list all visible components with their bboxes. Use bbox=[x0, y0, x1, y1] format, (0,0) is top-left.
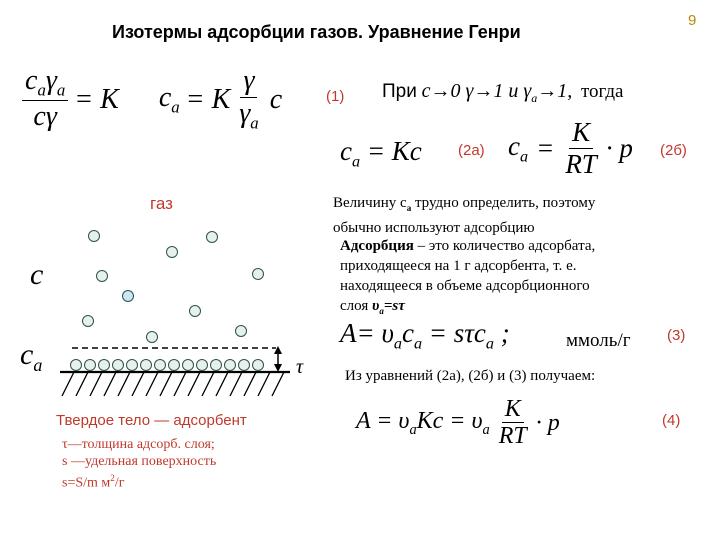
adsorbed-molecule bbox=[154, 359, 166, 371]
diagram-legend bbox=[62, 436, 216, 492]
eq2a-label: (2а) bbox=[458, 142, 485, 159]
eq3-label: (3) bbox=[667, 327, 686, 344]
gas-molecule bbox=[82, 315, 94, 327]
adsorbent-surface-diagram bbox=[60, 340, 310, 420]
legend-s-definition: s=S/m $м^2/г$ bbox=[62, 473, 125, 491]
adsorbed-molecule bbox=[252, 359, 264, 371]
adsorbed-molecule bbox=[140, 359, 152, 371]
condition-line: При c→0 γ→1 и $\gamma_a\to 1$, тогда bbox=[382, 80, 624, 105]
legend-s: s —удельная поверхность bbox=[62, 454, 217, 469]
gas-molecule bbox=[88, 230, 100, 242]
gas-molecule bbox=[166, 246, 178, 258]
eq3-units: ммоль/г bbox=[566, 330, 631, 351]
page-title: Изотермы адсорбции газов. Уравнение Генри bbox=[112, 22, 521, 42]
solid-label: Твердое тело — адсорбент bbox=[56, 412, 247, 429]
gas-molecule bbox=[122, 290, 134, 302]
tau-label: τ bbox=[296, 356, 304, 378]
equation-2b: $c_a$ = $\frac{K}{RT}$ · p bbox=[508, 117, 633, 179]
gas-molecule bbox=[189, 305, 201, 317]
definition-term: Адсорбция bbox=[340, 238, 414, 254]
eq2b-label: (2б) bbox=[660, 142, 687, 159]
eq1-lhs-fraction: $\frac{c_a\gamma_a}{c\gamma}$ bbox=[22, 66, 68, 133]
gas-label: газ bbox=[150, 194, 173, 213]
adsorbed-molecule bbox=[196, 359, 208, 371]
equation-3: $A= \upsilon_ac_a = s\tau c_a$ ; bbox=[340, 318, 510, 353]
adsorbed-molecule bbox=[126, 359, 138, 371]
eq1-rhs-ca: $c_a$ bbox=[158, 81, 180, 117]
gas-molecule bbox=[252, 268, 264, 280]
adsorbed-molecule bbox=[98, 359, 110, 371]
eq1-rhs-fraction: $\frac{\gamma}{\gamma_a}$ bbox=[239, 65, 259, 133]
ca-label: $c_a$ bbox=[20, 338, 43, 375]
eq1-label: (1) bbox=[326, 88, 345, 105]
eq1-rhs-c: c bbox=[269, 83, 283, 115]
legend-tau: τ—толщина адсорб. слоя; bbox=[62, 437, 215, 452]
from-equations: Из уравнений (2а), (2б) и (3) получаем: bbox=[345, 368, 596, 384]
adsorbed-molecule bbox=[210, 359, 222, 371]
adsorption-definition: Адсорбция – это количество адсорбата, приходящееся на 1 г адсорбента, т. е. находящееся в объеме адсорбционного слоя $\upsilon_a=s\tau$ bbox=[340, 238, 596, 316]
equation-4: $A = \upsilon_aKc = \upsilon_a$ $\frac{K}{RT}$ · p bbox=[356, 396, 560, 450]
adsorbed-molecule bbox=[168, 359, 180, 371]
equation-2a: $c_a = Kc$ bbox=[340, 136, 422, 171]
surface-hatching bbox=[62, 372, 284, 396]
equation-1 bbox=[22, 66, 282, 133]
eq1-rhs-eqk: = K bbox=[185, 83, 231, 115]
note-difficult: Величину $с_а$ трудно определить, поэтому обычно используют адсорбцию bbox=[333, 195, 596, 236]
adsorbed-molecule bbox=[182, 359, 194, 371]
eq4-label: (4) bbox=[662, 412, 681, 429]
adsorbed-molecule bbox=[70, 359, 82, 371]
eq1-equals-k: = K bbox=[74, 83, 119, 115]
gas-molecule bbox=[96, 270, 108, 282]
gas-molecule bbox=[206, 231, 218, 243]
page-number: 9 bbox=[688, 12, 697, 29]
adsorbed-molecule bbox=[112, 359, 124, 371]
adsorbed-molecule bbox=[224, 359, 236, 371]
adsorbed-molecule bbox=[84, 359, 96, 371]
gas-molecule bbox=[235, 325, 247, 337]
c-label: c bbox=[30, 258, 44, 291]
adsorbed-molecule bbox=[238, 359, 250, 371]
